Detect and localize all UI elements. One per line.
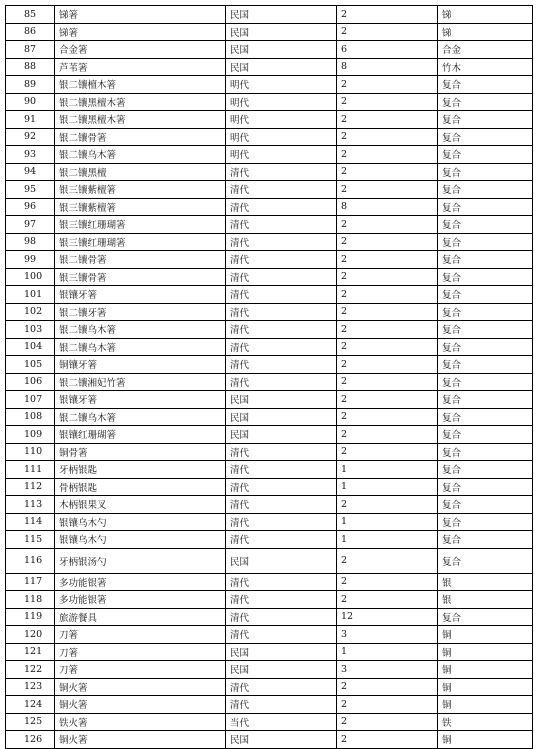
material-cell: 复合 — [438, 513, 533, 531]
period-cell: 民国 — [226, 548, 337, 573]
quantity-cell: 2 — [337, 573, 438, 591]
material-cell: 复合 — [438, 443, 533, 461]
period-cell: 清代 — [226, 678, 337, 696]
item-name-cell: 银二镶乌木箸 — [55, 338, 226, 356]
material-cell: 复合 — [438, 608, 533, 626]
period-cell: 清代 — [226, 696, 337, 714]
material-cell: 复合 — [438, 373, 533, 391]
table-row — [6, 58, 533, 76]
quantity-cell: 2 — [337, 731, 438, 749]
row-number-cell: 99 — [6, 251, 55, 269]
table-row — [6, 76, 533, 94]
item-name-cell: 银镶牙箸 — [55, 286, 226, 304]
table-body — [6, 6, 533, 749]
material-cell: 复合 — [438, 251, 533, 269]
period-cell: 清代 — [226, 373, 337, 391]
material-cell: 锑 — [438, 6, 533, 24]
period-cell: 民国 — [226, 408, 337, 426]
period-cell: 民国 — [226, 661, 337, 679]
table-row — [6, 93, 533, 111]
item-name-cell: 铜火箸 — [55, 731, 226, 749]
row-number-cell: 125 — [6, 713, 55, 731]
table-row — [6, 338, 533, 356]
quantity-cell: 1 — [337, 478, 438, 496]
item-name-cell: 银二镶乌木箸 — [55, 408, 226, 426]
period-cell: 清代 — [226, 216, 337, 234]
quantity-cell: 2 — [337, 321, 438, 339]
material-cell: 复合 — [438, 76, 533, 94]
row-number-cell: 101 — [6, 286, 55, 304]
item-name-cell: 银镶乌木勺 — [55, 531, 226, 549]
period-cell: 民国 — [226, 6, 337, 24]
quantity-cell: 2 — [337, 163, 438, 181]
period-cell: 清代 — [226, 591, 337, 609]
quantity-cell: 12 — [337, 608, 438, 626]
quantity-cell: 2 — [337, 696, 438, 714]
item-name-cell: 银二镶牙箸 — [55, 303, 226, 321]
quantity-cell: 8 — [337, 58, 438, 76]
item-name-cell: 铜火箸 — [55, 678, 226, 696]
table-row — [6, 128, 533, 146]
material-cell: 复合 — [438, 548, 533, 573]
period-cell: 清代 — [226, 496, 337, 514]
table-row — [6, 233, 533, 251]
item-name-cell: 银二镶黑檀木箸 — [55, 111, 226, 129]
item-name-cell: 银镶乌木勺 — [55, 513, 226, 531]
item-name-cell: 银二镶骨箸 — [55, 128, 226, 146]
table-row — [6, 626, 533, 644]
row-number-cell: 118 — [6, 591, 55, 609]
table-row — [6, 286, 533, 304]
row-number-cell: 106 — [6, 373, 55, 391]
table-row — [6, 356, 533, 374]
item-name-cell: 铜镶牙箸 — [55, 356, 226, 374]
catalog-table — [5, 5, 533, 749]
table-row — [6, 181, 533, 199]
material-cell: 复合 — [438, 303, 533, 321]
table-row — [6, 713, 533, 731]
table-row — [6, 251, 533, 269]
row-number-cell: 123 — [6, 678, 55, 696]
table-row — [6, 548, 533, 573]
row-number-cell: 108 — [6, 408, 55, 426]
material-cell: 复合 — [438, 93, 533, 111]
row-number-cell: 93 — [6, 146, 55, 164]
period-cell: 清代 — [226, 321, 337, 339]
item-name-cell: 银三镶骨箸 — [55, 268, 226, 286]
row-number-cell: 112 — [6, 478, 55, 496]
table-row — [6, 268, 533, 286]
period-cell: 明代 — [226, 93, 337, 111]
period-cell: 民国 — [226, 426, 337, 444]
quantity-cell: 2 — [337, 356, 438, 374]
quantity-cell: 1 — [337, 461, 438, 479]
period-cell: 清代 — [226, 338, 337, 356]
period-cell: 当代 — [226, 713, 337, 731]
item-name-cell: 多功能银箸 — [55, 573, 226, 591]
row-number-cell: 91 — [6, 111, 55, 129]
row-number-cell: 109 — [6, 426, 55, 444]
material-cell: 复合 — [438, 268, 533, 286]
row-number-cell: 111 — [6, 461, 55, 479]
material-cell: 铜 — [438, 626, 533, 644]
table-row — [6, 496, 533, 514]
quantity-cell: 2 — [337, 286, 438, 304]
quantity-cell: 2 — [337, 591, 438, 609]
material-cell: 银 — [438, 573, 533, 591]
quantity-cell: 2 — [337, 443, 438, 461]
period-cell: 清代 — [226, 286, 337, 304]
item-name-cell: 铜火箸 — [55, 696, 226, 714]
material-cell: 铜 — [438, 678, 533, 696]
material-cell: 合金 — [438, 41, 533, 59]
material-cell: 复合 — [438, 321, 533, 339]
item-name-cell: 刀箸 — [55, 626, 226, 644]
table-row — [6, 573, 533, 591]
item-name-cell: 芦苇箸 — [55, 58, 226, 76]
quantity-cell: 1 — [337, 531, 438, 549]
period-cell: 民国 — [226, 391, 337, 409]
row-number-cell: 97 — [6, 216, 55, 234]
table-row — [6, 408, 533, 426]
item-name-cell: 银三镶紫檀箸 — [55, 198, 226, 216]
period-cell: 清代 — [226, 181, 337, 199]
row-number-cell: 120 — [6, 626, 55, 644]
table-row — [6, 678, 533, 696]
quantity-cell: 2 — [337, 408, 438, 426]
table-row — [6, 443, 533, 461]
table-row — [6, 608, 533, 626]
period-cell: 清代 — [226, 513, 337, 531]
row-number-cell: 117 — [6, 573, 55, 591]
row-number-cell: 102 — [6, 303, 55, 321]
item-name-cell: 银镶红珊瑚箸 — [55, 426, 226, 444]
quantity-cell: 2 — [337, 426, 438, 444]
material-cell: 复合 — [438, 128, 533, 146]
material-cell: 复合 — [438, 338, 533, 356]
table-row — [6, 513, 533, 531]
quantity-cell: 2 — [337, 338, 438, 356]
quantity-cell: 1 — [337, 513, 438, 531]
row-number-cell: 100 — [6, 268, 55, 286]
row-number-cell: 119 — [6, 608, 55, 626]
table-row — [6, 23, 533, 41]
period-cell: 清代 — [226, 251, 337, 269]
material-cell: 铜 — [438, 661, 533, 679]
material-cell: 复合 — [438, 233, 533, 251]
material-cell: 复合 — [438, 408, 533, 426]
material-cell: 复合 — [438, 286, 533, 304]
item-name-cell: 银二镶黑檀 — [55, 163, 226, 181]
row-number-cell: 86 — [6, 23, 55, 41]
period-cell: 清代 — [226, 626, 337, 644]
material-cell: 复合 — [438, 496, 533, 514]
quantity-cell: 8 — [337, 198, 438, 216]
material-cell: 复合 — [438, 146, 533, 164]
item-name-cell: 铁火箸 — [55, 713, 226, 731]
quantity-cell: 2 — [337, 303, 438, 321]
material-cell: 复合 — [438, 181, 533, 199]
table-row — [6, 163, 533, 181]
period-cell: 清代 — [226, 198, 337, 216]
item-name-cell: 银二镶湘妃竹箸 — [55, 373, 226, 391]
table-row — [6, 731, 533, 749]
row-number-cell: 98 — [6, 233, 55, 251]
quantity-cell: 6 — [337, 41, 438, 59]
period-cell: 清代 — [226, 303, 337, 321]
item-name-cell: 旅游餐具 — [55, 608, 226, 626]
table-row — [6, 661, 533, 679]
row-number-cell: 92 — [6, 128, 55, 146]
item-name-cell: 银三镶红珊瑚箸 — [55, 233, 226, 251]
material-cell: 银 — [438, 591, 533, 609]
item-name-cell: 多功能银箸 — [55, 591, 226, 609]
item-name-cell: 铜骨箸 — [55, 443, 226, 461]
item-name-cell: 骨柄银匙 — [55, 478, 226, 496]
material-cell: 复合 — [438, 478, 533, 496]
material-cell: 铜 — [438, 696, 533, 714]
row-number-cell: 114 — [6, 513, 55, 531]
item-name-cell: 银二镶乌木箸 — [55, 146, 226, 164]
item-name-cell: 合金箸 — [55, 41, 226, 59]
item-name-cell: 锑箸 — [55, 23, 226, 41]
period-cell: 民国 — [226, 643, 337, 661]
table-row — [6, 321, 533, 339]
material-cell: 复合 — [438, 111, 533, 129]
period-cell: 明代 — [226, 128, 337, 146]
period-cell: 民国 — [226, 41, 337, 59]
material-cell: 复合 — [438, 163, 533, 181]
material-cell: 铁 — [438, 713, 533, 731]
quantity-cell: 2 — [337, 128, 438, 146]
quantity-cell: 3 — [337, 626, 438, 644]
row-number-cell: 89 — [6, 76, 55, 94]
period-cell: 清代 — [226, 356, 337, 374]
period-cell: 民国 — [226, 731, 337, 749]
table-row — [6, 373, 533, 391]
quantity-cell: 2 — [337, 548, 438, 573]
material-cell: 复合 — [438, 531, 533, 549]
material-cell: 复合 — [438, 356, 533, 374]
quantity-cell: 2 — [337, 23, 438, 41]
table-row — [6, 6, 533, 24]
quantity-cell: 2 — [337, 76, 438, 94]
period-cell: 清代 — [226, 163, 337, 181]
material-cell: 复合 — [438, 461, 533, 479]
period-cell: 清代 — [226, 461, 337, 479]
row-number-cell: 104 — [6, 338, 55, 356]
table-row — [6, 696, 533, 714]
row-number-cell: 124 — [6, 696, 55, 714]
table-row — [6, 461, 533, 479]
period-cell: 民国 — [226, 23, 337, 41]
period-cell: 清代 — [226, 573, 337, 591]
item-name-cell: 银二镶黑檀木箸 — [55, 93, 226, 111]
table-row — [6, 41, 533, 59]
item-name-cell: 牙柄银匙 — [55, 461, 226, 479]
item-name-cell: 银三镶红珊瑚箸 — [55, 216, 226, 234]
table-row — [6, 643, 533, 661]
table-row — [6, 591, 533, 609]
table-row — [6, 146, 533, 164]
period-cell: 清代 — [226, 478, 337, 496]
quantity-cell: 2 — [337, 713, 438, 731]
quantity-cell: 2 — [337, 181, 438, 199]
table-row — [6, 478, 533, 496]
item-name-cell: 木柄银果叉 — [55, 496, 226, 514]
row-number-cell: 110 — [6, 443, 55, 461]
material-cell: 复合 — [438, 198, 533, 216]
table-row — [6, 216, 533, 234]
period-cell: 清代 — [226, 443, 337, 461]
row-number-cell: 95 — [6, 181, 55, 199]
item-name-cell: 银二镶檀木箸 — [55, 76, 226, 94]
quantity-cell: 2 — [337, 391, 438, 409]
quantity-cell: 2 — [337, 678, 438, 696]
period-cell: 清代 — [226, 608, 337, 626]
material-cell: 铜 — [438, 643, 533, 661]
material-cell: 复合 — [438, 391, 533, 409]
quantity-cell: 2 — [337, 111, 438, 129]
item-name-cell: 银镶牙箸 — [55, 391, 226, 409]
row-number-cell: 88 — [6, 58, 55, 76]
material-cell: 复合 — [438, 426, 533, 444]
row-number-cell: 122 — [6, 661, 55, 679]
row-number-cell: 94 — [6, 163, 55, 181]
table-row — [6, 391, 533, 409]
quantity-cell: 2 — [337, 6, 438, 24]
quantity-cell: 3 — [337, 661, 438, 679]
quantity-cell: 2 — [337, 268, 438, 286]
item-name-cell: 刀箸 — [55, 643, 226, 661]
table-row — [6, 531, 533, 549]
period-cell: 清代 — [226, 531, 337, 549]
period-cell: 明代 — [226, 76, 337, 94]
quantity-cell: 2 — [337, 216, 438, 234]
table-row — [6, 111, 533, 129]
quantity-cell: 2 — [337, 93, 438, 111]
row-number-cell: 96 — [6, 198, 55, 216]
row-number-cell: 121 — [6, 643, 55, 661]
material-cell: 竹木 — [438, 58, 533, 76]
item-name-cell: 刀箸 — [55, 661, 226, 679]
quantity-cell: 1 — [337, 643, 438, 661]
row-number-cell: 113 — [6, 496, 55, 514]
row-number-cell: 107 — [6, 391, 55, 409]
period-cell: 明代 — [226, 111, 337, 129]
period-cell: 清代 — [226, 233, 337, 251]
table-row — [6, 303, 533, 321]
item-name-cell: 锑箸 — [55, 6, 226, 24]
material-cell: 锑 — [438, 23, 533, 41]
item-name-cell: 牙柄银汤勺 — [55, 548, 226, 573]
quantity-cell: 2 — [337, 251, 438, 269]
row-number-cell: 105 — [6, 356, 55, 374]
period-cell: 清代 — [226, 268, 337, 286]
quantity-cell: 2 — [337, 233, 438, 251]
row-number-cell: 115 — [6, 531, 55, 549]
row-number-cell: 103 — [6, 321, 55, 339]
item-name-cell: 银二镶骨箸 — [55, 251, 226, 269]
row-number-cell: 116 — [6, 548, 55, 573]
quantity-cell: 2 — [337, 146, 438, 164]
item-name-cell: 银三镶紫檀箸 — [55, 181, 226, 199]
table-row — [6, 426, 533, 444]
row-number-cell: 87 — [6, 41, 55, 59]
table-row — [6, 198, 533, 216]
quantity-cell: 2 — [337, 496, 438, 514]
period-cell: 民国 — [226, 58, 337, 76]
row-number-cell: 126 — [6, 731, 55, 749]
item-name-cell: 银二镶乌木箸 — [55, 321, 226, 339]
quantity-cell: 2 — [337, 373, 438, 391]
material-cell: 复合 — [438, 216, 533, 234]
period-cell: 明代 — [226, 146, 337, 164]
material-cell: 铜 — [438, 731, 533, 749]
row-number-cell: 85 — [6, 6, 55, 24]
row-number-cell: 90 — [6, 93, 55, 111]
